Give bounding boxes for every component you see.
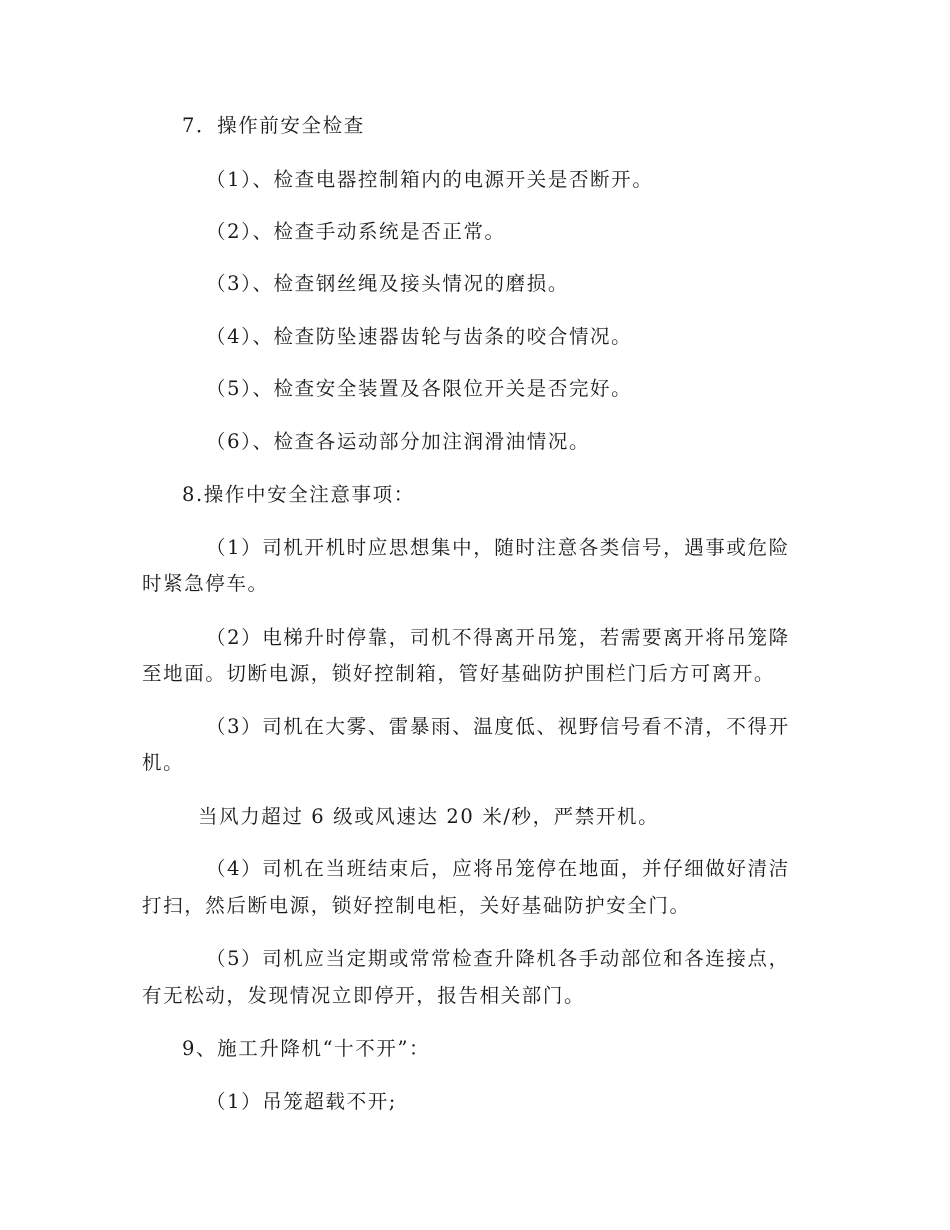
list-item: （4）、检查防坠速器齿轮与齿条的咬合情况。 xyxy=(206,325,633,348)
paragraph-line: 至地面。切断电源，锁好控制箱，管好基础防护围栏门后方可离开。 xyxy=(142,662,776,685)
paragraph-line: 机。 xyxy=(142,751,185,774)
section-heading-7: 7．操作前安全检查 xyxy=(182,114,365,137)
paragraph-line: （2）电梯升时停靠，司机不得离开吊笼，若需要离开将吊笼降 xyxy=(206,626,790,649)
paragraph-line: （3）司机在大雾、雷暴雨、温度低、视野信号看不清，不得开 xyxy=(206,715,790,738)
paragraph-line: 有无松动，发现情况立即停开，报告相关部门。 xyxy=(142,984,586,1007)
list-item: （6）、检查各运动部分加注润滑油情况。 xyxy=(206,430,591,453)
list-item: （2）、检查手动系统是否正常。 xyxy=(206,220,506,243)
paragraph-line: （5）司机应当定期或常常检查升降机各手动部位和各连接点， xyxy=(206,947,790,970)
section-heading-9: 9、施工升降机“十不开”： xyxy=(182,1037,431,1060)
list-item: （1）、检查电器控制箱内的电源开关是否断开。 xyxy=(206,168,654,191)
list-item: （3）、检查钢丝绳及接头情况的磨损。 xyxy=(206,272,569,295)
paragraph-line: 打扫，然后断电源，锁好控制电柜，关好基础防护安全门。 xyxy=(142,894,691,917)
paragraph-line: 时紧急停车。 xyxy=(142,572,269,595)
paragraph-line: （4）司机在当班结束后，应将吊笼停在地面，并仔细做好清洁 xyxy=(206,857,790,880)
paragraph-line: 当风力超过 6 级或风速达 20 米/秒，严禁开机。 xyxy=(198,805,660,828)
list-item: （1）吊笼超载不开; xyxy=(206,1090,397,1113)
paragraph-line: （1）司机开机时应思想集中，随时注意各类信号，遇事或危险 xyxy=(206,536,790,559)
section-heading-8: 8.操作中安全注意事项： xyxy=(182,483,415,506)
list-item: （5）、检查安全装置及各限位开关是否完好。 xyxy=(206,377,633,400)
